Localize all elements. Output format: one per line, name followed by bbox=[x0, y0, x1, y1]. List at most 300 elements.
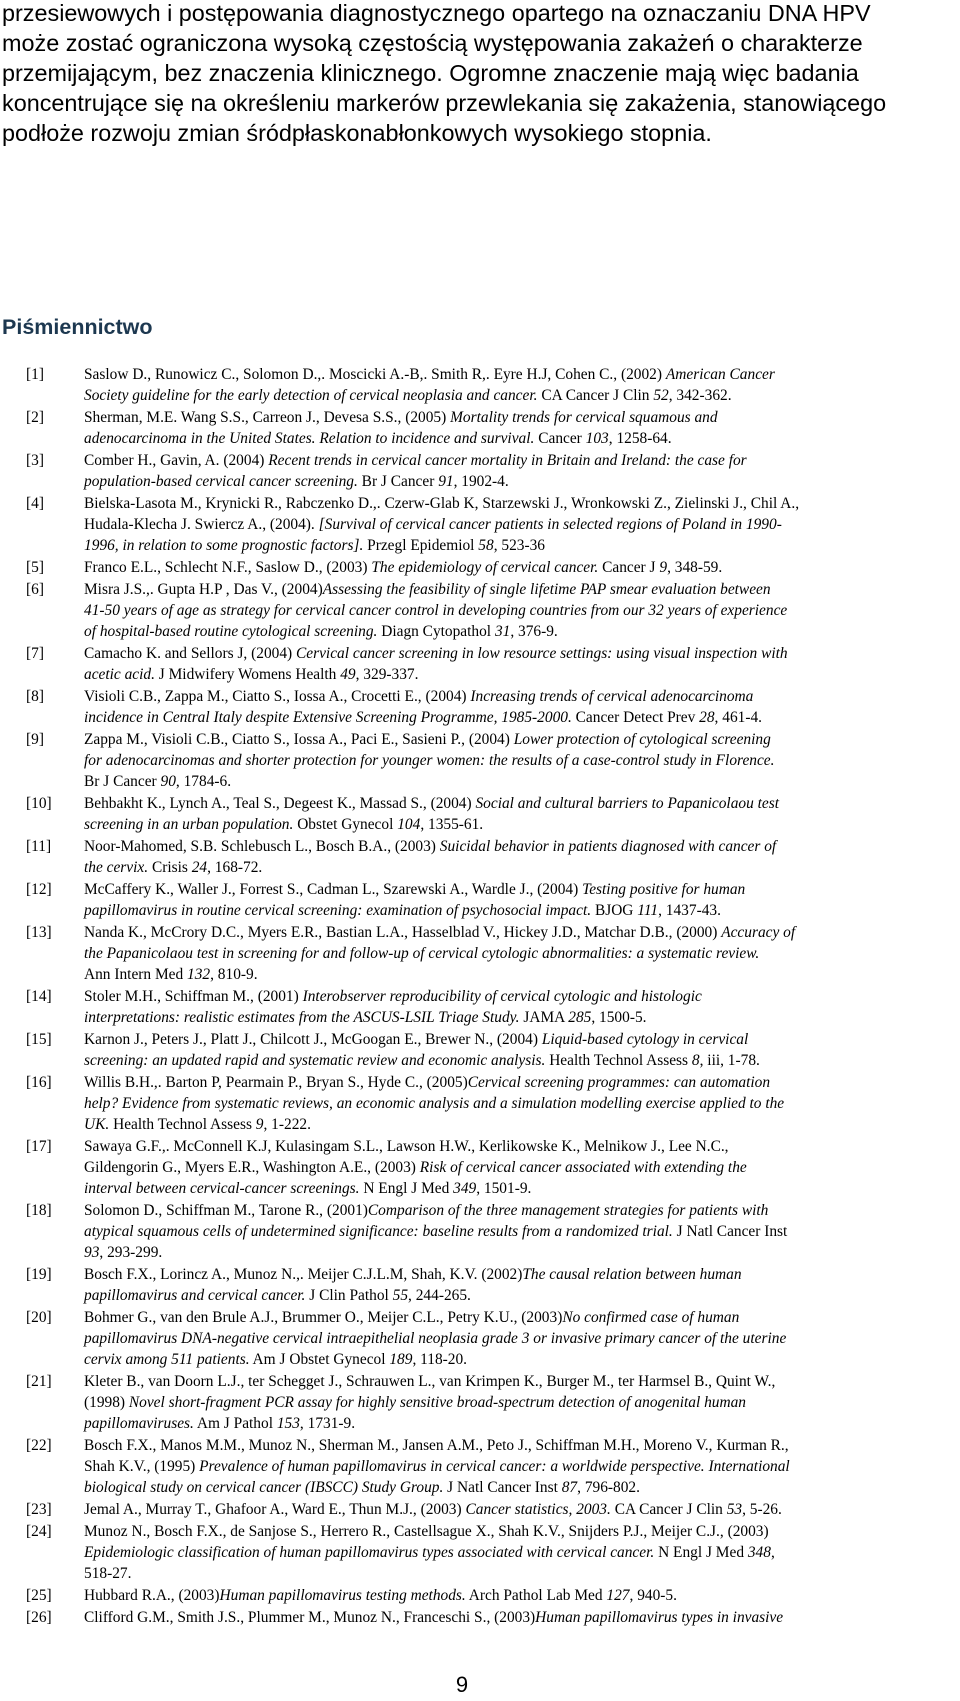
reference-number: [21] bbox=[26, 1373, 52, 1390]
reference-text bbox=[84, 1200, 940, 1263]
reference-line bbox=[84, 1392, 940, 1413]
reference-item bbox=[0, 1136, 960, 1199]
reference-title-segment: Accuracy of bbox=[721, 924, 796, 941]
reference-line bbox=[84, 1328, 940, 1349]
reference-title-segment: the cervix. bbox=[84, 859, 149, 876]
reference-text bbox=[84, 579, 940, 642]
reference-title-segment: interpretations: realistic estimates from the ASCUS-LSIL Triage Study. bbox=[84, 1009, 520, 1026]
reference-title-segment: 103 bbox=[585, 430, 609, 447]
reference-segment: Karnon J., Peters J., Platt J., Chilcott J., McGoogan E., Brewer N., (2004) bbox=[84, 1031, 542, 1048]
reference-segment: , 244-265. bbox=[408, 1287, 471, 1304]
reference-title-segment: interval between cervical-cancer screenings. bbox=[84, 1180, 360, 1197]
reference-number: [11] bbox=[26, 838, 52, 855]
reference-title-segment: No confirmed case of human bbox=[562, 1309, 740, 1326]
reference-segment: , 796-802. bbox=[577, 1479, 640, 1496]
reference-segment: Misra J.S.,. Gupta H.P , Das V., (2004) bbox=[84, 581, 323, 598]
reference-segment: , 523-36 bbox=[493, 537, 545, 554]
reference-item bbox=[0, 879, 960, 921]
reference-item bbox=[0, 557, 960, 578]
reference-item bbox=[0, 1029, 960, 1071]
reference-title-segment: 104 bbox=[397, 816, 421, 833]
reference-line bbox=[84, 1157, 940, 1178]
reference-title-segment: Suicidal behavior in patients diagnosed with cancer of bbox=[439, 838, 777, 855]
reference-segment: , 810-9. bbox=[210, 966, 258, 983]
reference-text bbox=[84, 1499, 940, 1520]
reference-item bbox=[0, 836, 960, 878]
reference-segment: Shah K.V., (1995) bbox=[84, 1458, 200, 1475]
reference-title-segment: 285 bbox=[568, 1009, 592, 1026]
reference-segment: , 118-20. bbox=[412, 1351, 468, 1368]
reference-line bbox=[84, 922, 940, 943]
reference-text bbox=[84, 986, 940, 1028]
reference-title-segment: Recent trends in cervical cancer mortality in Britain and Ireland: the case for bbox=[268, 452, 747, 469]
reference-line bbox=[84, 1435, 940, 1456]
reference-title-segment: 8 bbox=[691, 1052, 700, 1069]
reference-segment: Am J Obstet Gynecol bbox=[249, 1351, 390, 1368]
reference-title-segment: 52 bbox=[653, 387, 669, 404]
reference-title-segment: 153 bbox=[276, 1415, 300, 1432]
reference-item bbox=[0, 686, 960, 728]
reference-line bbox=[84, 1007, 940, 1028]
reference-line bbox=[84, 471, 940, 492]
reference-title-segment: screening: an updated rapid and systematic review and economic analysis. bbox=[84, 1052, 546, 1069]
reference-line bbox=[84, 729, 940, 750]
reference-line bbox=[84, 1413, 940, 1434]
reference-number: [6] bbox=[26, 581, 44, 598]
reference-segment: , 5-26. bbox=[742, 1501, 782, 1518]
reference-line bbox=[84, 1285, 940, 1306]
reference-line bbox=[84, 450, 940, 471]
reference-line bbox=[84, 621, 940, 642]
reference-segment: Crisis bbox=[148, 859, 192, 876]
reference-text bbox=[84, 1264, 940, 1306]
reference-item bbox=[0, 1264, 960, 1306]
reference-title-segment: 28 bbox=[699, 709, 715, 726]
reference-line bbox=[84, 686, 940, 707]
reference-segment: , 940-5. bbox=[629, 1587, 677, 1604]
reference-title-segment: Human papillomavirus types in invasive bbox=[535, 1609, 784, 1626]
reference-number: [23] bbox=[26, 1501, 52, 1518]
reference-text bbox=[84, 879, 940, 921]
reference-text bbox=[84, 493, 940, 556]
reference-segment: JAMA bbox=[519, 1009, 569, 1026]
reference-number: [24] bbox=[26, 1523, 52, 1540]
intro-line: przemijającym, bez znaczenia klinicznego. Ogromne znaczenie mają więc badania bbox=[2, 60, 859, 86]
reference-line bbox=[84, 428, 940, 449]
reference-title-segment: The causal relation between human bbox=[522, 1266, 742, 1283]
reference-segment: Bosch F.X., Manos M.M., Munoz N., Sherman M., Jansen A.M., Peto J., Schiffman M.H., Moreno V., Kurman R., bbox=[84, 1437, 789, 1454]
reference-title-segment: 41-50 years of age as strategy for cervical cancer control in developing countries from our 32 years of experience bbox=[84, 602, 788, 619]
reference-line bbox=[84, 557, 940, 578]
reference-line bbox=[84, 579, 940, 600]
reference-item bbox=[0, 1585, 960, 1606]
reference-title-segment: biological study on cervical cancer (IBSCC) Study Group. bbox=[84, 1479, 444, 1496]
intro-line: przesiewowych i postępowania diagnostycznego opartego na oznaczaniu DNA HPV bbox=[2, 0, 871, 26]
intro-paragraph bbox=[2, 0, 952, 148]
reference-line bbox=[84, 943, 940, 964]
reference-text bbox=[84, 922, 940, 985]
reference-title-segment: of hospital-based routine cytological screening. bbox=[84, 623, 378, 640]
reference-title-segment: 1996, in relation to some prognostic factors]. bbox=[84, 537, 364, 554]
reference-title-segment: Society guideline for the early detection of cervical neoplasia and cancer. bbox=[84, 387, 538, 404]
reference-line bbox=[84, 793, 940, 814]
reference-segment: , 1355-61. bbox=[420, 816, 484, 833]
reference-segment: Health Technol Assess bbox=[109, 1116, 256, 1133]
reference-item bbox=[0, 986, 960, 1028]
reference-title-segment: 111 bbox=[637, 902, 659, 919]
section-heading: Piśmiennictwo bbox=[2, 315, 153, 339]
reference-number: [8] bbox=[26, 688, 44, 705]
reference-segment: Willis B.H.,. Barton P, Pearmain P., Bryan S., Hyde C., (2005) bbox=[84, 1074, 468, 1091]
reference-number: [19] bbox=[26, 1266, 52, 1283]
reference-title-segment: Cervical cancer screening in low resource settings: using visual inspection with bbox=[296, 645, 788, 662]
reference-line bbox=[84, 814, 940, 835]
reference-item bbox=[0, 1072, 960, 1135]
reference-segment: 518-27. bbox=[84, 1565, 132, 1582]
reference-item bbox=[0, 922, 960, 985]
reference-title-segment: 55 bbox=[392, 1287, 409, 1304]
reference-line bbox=[84, 1221, 940, 1242]
reference-title-segment: papillomaviruses. bbox=[84, 1415, 194, 1432]
reference-number: [25] bbox=[26, 1587, 52, 1604]
reference-segment: , 1902-4. bbox=[453, 473, 509, 490]
reference-item bbox=[0, 1607, 960, 1628]
reference-item bbox=[0, 364, 960, 406]
reference-item bbox=[0, 1499, 960, 1520]
reference-title-segment: Cervical screening programmes: can automation bbox=[467, 1074, 771, 1091]
reference-title-segment: Mortality trends for cervical squamous and bbox=[450, 409, 718, 426]
reference-title-segment: 132 bbox=[187, 966, 211, 983]
reference-title-segment: 9 bbox=[659, 559, 668, 576]
reference-line bbox=[84, 1521, 940, 1542]
reference-title-segment: screening in an urban population. bbox=[84, 816, 294, 833]
reference-title-segment: 9 bbox=[255, 1116, 264, 1133]
reference-text bbox=[84, 1607, 940, 1628]
reference-text bbox=[84, 1029, 940, 1071]
reference-title-segment: [Survival of cervical cancer patients in selected regions of Poland in 1990- bbox=[318, 516, 782, 533]
reference-title-segment: Novel short-fragment PCR assay for highly sensitive broad-spectrum detection of anogenital human bbox=[128, 1394, 747, 1411]
reference-title-segment: 127 bbox=[606, 1587, 630, 1604]
reference-title-segment: 348 bbox=[747, 1544, 771, 1561]
reference-text bbox=[84, 1585, 940, 1606]
intro-line: może zostać ograniczona wysoką częstością występowania zakażeń o charakterze bbox=[2, 30, 863, 56]
reference-segment: , 1784-6. bbox=[175, 773, 232, 790]
reference-segment: Munoz N., Bosch F.X., de Sanjose S., Herrero R., Castellsague X., Shah K.V., Snijders P.J., Meijer C.J., (2003) bbox=[84, 1523, 769, 1540]
reference-title-segment: Increasing trends of cervical adenocarcinoma bbox=[470, 688, 754, 705]
reference-line bbox=[84, 1114, 940, 1135]
reference-segment: CA Cancer J Clin bbox=[610, 1501, 727, 1518]
reference-title-segment: 91 bbox=[438, 473, 454, 490]
reference-segment: , 1-222. bbox=[263, 1116, 311, 1133]
reference-segment: Cancer bbox=[534, 430, 586, 447]
reference-title-segment: papillomavirus and cervical cancer. bbox=[84, 1287, 306, 1304]
reference-segment: N Engl J Med bbox=[654, 1544, 748, 1561]
reference-number: [13] bbox=[26, 924, 52, 941]
reference-segment: Br J Cancer bbox=[357, 473, 439, 490]
reference-item bbox=[0, 1371, 960, 1434]
reference-text bbox=[84, 1072, 940, 1135]
reference-title-segment: adenocarcinoma in the United States. Relation to incidence and survival. bbox=[84, 430, 535, 447]
reference-segment: Behbakht K., Lynch A., Teal S., Degeest K., Massad S., (2004) bbox=[84, 795, 476, 812]
reference-segment: (1998) bbox=[84, 1394, 129, 1411]
reference-title-segment: Prevalence of human papillomavirus in cervical cancer: a worldwide perspective. International bbox=[199, 1458, 790, 1475]
reference-title-segment: help? Evidence from systematic reviews, an economic analysis and a simulation modelling exercise applied to the bbox=[84, 1095, 785, 1112]
reference-title-segment: 93 bbox=[84, 1244, 100, 1261]
reference-line bbox=[84, 385, 940, 406]
reference-text bbox=[84, 836, 940, 878]
reference-number: [7] bbox=[26, 645, 44, 662]
reference-text bbox=[84, 557, 940, 578]
reference-segment: Clifford G.M., Smith J.S., Plummer M., Munoz N., Franceschi S., (2003) bbox=[84, 1609, 536, 1626]
reference-title-segment: Lower protection of cytological screening bbox=[513, 731, 771, 748]
reference-segment: , 168-72. bbox=[207, 859, 263, 876]
reference-segment: , 376-9. bbox=[510, 623, 558, 640]
reference-segment: McCaffery K., Waller J., Forrest S., Cadman L., Szarewski A., Wardle J., (2004) bbox=[84, 881, 583, 898]
reference-segment: Arch Pathol Lab Med bbox=[465, 1587, 607, 1604]
reference-segment: , bbox=[770, 1544, 775, 1561]
reference-line bbox=[84, 1563, 940, 1584]
reference-item bbox=[0, 579, 960, 642]
reference-title-segment: Cancer statistics, 2003. bbox=[465, 1501, 611, 1518]
reference-segment: Comber H., Gavin, A. (2004) bbox=[84, 452, 269, 469]
reference-title-segment: acetic acid. bbox=[84, 666, 155, 683]
reference-number: [18] bbox=[26, 1202, 52, 1219]
reference-item bbox=[0, 407, 960, 449]
reference-title-segment: Comparison of the three management strategies for patients with bbox=[367, 1202, 769, 1219]
reference-segment: , 1437-43. bbox=[658, 902, 721, 919]
reference-segment: Nanda K., McCrory D.C., Myers E.R., Bastian L.A., Hasselblad V., Hickey J.D., Matchar D.B., (2000) bbox=[84, 924, 722, 941]
reference-title-segment: Risk of cervical cancer associated with extending the bbox=[419, 1159, 747, 1176]
reference-segment: Stoler M.H., Schiffman M., (2001) bbox=[84, 988, 303, 1005]
reference-item bbox=[0, 643, 960, 685]
reference-line bbox=[84, 1477, 940, 1498]
reference-number: [26] bbox=[26, 1609, 52, 1626]
reference-text bbox=[84, 729, 940, 792]
reference-line bbox=[84, 1371, 940, 1392]
reference-segment: , 293-299. bbox=[99, 1244, 163, 1261]
reference-segment: Hubbard R.A., (2003) bbox=[84, 1587, 220, 1604]
reference-title-segment: The epidemiology of cervical cancer. bbox=[371, 559, 599, 576]
reference-segment: CA Cancer J Clin bbox=[537, 387, 654, 404]
reference-line bbox=[84, 407, 940, 428]
reference-segment: , 348-59. bbox=[667, 559, 723, 576]
reference-line bbox=[84, 900, 940, 921]
reference-text bbox=[84, 407, 940, 449]
reference-text bbox=[84, 1136, 940, 1199]
reference-title-segment: Human papillomavirus testing methods. bbox=[219, 1587, 466, 1604]
reference-title-segment: 90 bbox=[160, 773, 176, 790]
reference-segment: Br J Cancer bbox=[84, 773, 161, 790]
reference-segment: J Clin Pathol bbox=[305, 1287, 393, 1304]
reference-segment: Cancer Detect Prev bbox=[571, 709, 700, 726]
reference-segment: Am J Pathol bbox=[193, 1415, 277, 1432]
reference-title-segment: the Papanicolaou test in screening for and follow-up of cervical cytologic abnormalities: a systematic review. bbox=[84, 945, 760, 962]
reference-line bbox=[84, 879, 940, 900]
reference-number: [14] bbox=[26, 988, 52, 1005]
reference-title-segment: incidence in Central Italy despite Extensive Screening Programme, 1985-2000. bbox=[84, 709, 572, 726]
reference-text bbox=[84, 686, 940, 728]
reference-segment: J Midwifery Womens Health bbox=[154, 666, 341, 683]
reference-title-segment: cervix among 511 patients. bbox=[84, 1351, 250, 1368]
reference-line bbox=[84, 1242, 940, 1263]
reference-line bbox=[84, 535, 940, 556]
reference-title-segment: 53 bbox=[726, 1501, 743, 1518]
reference-item bbox=[0, 450, 960, 492]
reference-line bbox=[84, 493, 940, 514]
reference-segment: , 1258-64. bbox=[608, 430, 672, 447]
reference-title-segment: 58 bbox=[478, 537, 494, 554]
reference-segment: Diagn Cytopathol bbox=[377, 623, 495, 640]
reference-title-segment: Interobserver reproducibility of cervical cytologic and histologic bbox=[302, 988, 702, 1005]
reference-segment: , 329-337. bbox=[355, 666, 419, 683]
reference-segment: Kleter B., van Doorn L.J., ter Schegget J., Schrauwen L., van Krimpen K., Burger M., ter Harmsel B., Quint W., bbox=[84, 1373, 776, 1390]
reference-segment: Bosch F.X., Lorincz A., Munoz N.,. Meijer C.J.L.M, Shah, K.V. (2002) bbox=[84, 1266, 523, 1283]
reference-line bbox=[84, 1499, 940, 1520]
reference-line bbox=[84, 1136, 940, 1157]
reference-text bbox=[84, 450, 940, 492]
reference-number: [17] bbox=[26, 1138, 52, 1155]
reference-segment: , 1500-5. bbox=[591, 1009, 647, 1026]
reference-list bbox=[0, 364, 960, 1629]
reference-line bbox=[84, 643, 940, 664]
reference-segment: Saslow D., Runowicz C., Solomon D.,. Moscicki A.-B,. Smith R,. Eyre H.J, Cohen C., (2002) bbox=[84, 366, 666, 383]
reference-line bbox=[84, 771, 940, 792]
reference-segment: J Natl Cancer Inst bbox=[443, 1479, 562, 1496]
reference-line bbox=[84, 1072, 940, 1093]
reference-title-segment: 31 bbox=[494, 623, 511, 640]
reference-number: [15] bbox=[26, 1031, 52, 1048]
reference-segment: Cancer J bbox=[598, 559, 660, 576]
reference-title-segment: population-based cervical cancer screening. bbox=[84, 473, 358, 490]
reference-segment: Camacho K. and Sellors J, (2004) bbox=[84, 645, 297, 662]
reference-text bbox=[84, 1521, 940, 1584]
reference-item bbox=[0, 1521, 960, 1584]
reference-text bbox=[84, 364, 940, 406]
reference-title-segment: Assessing the feasibility of single lifetime PAP smear evaluation between bbox=[322, 581, 771, 598]
reference-segment: Noor-Mahomed, S.B. Schlebusch L., Bosch B.A., (2003) bbox=[84, 838, 440, 855]
reference-title-segment: atypical squamous cells of undetermined significance: baseline results from a randomized trial. bbox=[84, 1223, 673, 1240]
reference-text bbox=[84, 643, 940, 685]
reference-item bbox=[0, 493, 960, 556]
reference-number: [2] bbox=[26, 409, 44, 426]
reference-line bbox=[84, 750, 940, 771]
reference-item bbox=[0, 793, 960, 835]
page-number: 9 bbox=[455, 1672, 469, 1697]
reference-line bbox=[84, 364, 940, 385]
reference-item bbox=[0, 1307, 960, 1370]
reference-segment: Franco E.L., Schlecht N.F., Saslow D., (2003) bbox=[84, 559, 372, 576]
reference-title-segment: 24 bbox=[191, 859, 208, 876]
reference-line bbox=[84, 857, 940, 878]
reference-title-segment: 349 bbox=[453, 1180, 477, 1197]
reference-segment: Obstet Gynecol bbox=[293, 816, 398, 833]
reference-line bbox=[84, 1093, 940, 1114]
reference-number: [1] bbox=[26, 366, 44, 383]
reference-segment: , 1501-9. bbox=[476, 1180, 532, 1197]
reference-line bbox=[84, 1264, 940, 1285]
reference-line bbox=[84, 1050, 940, 1071]
reference-number: [10] bbox=[26, 795, 52, 812]
reference-line bbox=[84, 1200, 940, 1221]
reference-segment: , 1731-9. bbox=[299, 1415, 356, 1432]
reference-segment: Sherman, M.E. Wang S.S., Carreon J., Devesa S.S., (2005) bbox=[84, 409, 451, 426]
reference-segment: Ann Intern Med bbox=[84, 966, 188, 983]
reference-title-segment: Testing positive for human bbox=[582, 881, 746, 898]
reference-title-segment: UK. bbox=[84, 1116, 110, 1133]
reference-title-segment: American Cancer bbox=[665, 366, 775, 383]
reference-line bbox=[84, 1585, 940, 1606]
reference-title-segment: 189 bbox=[389, 1351, 413, 1368]
reference-text bbox=[84, 1435, 940, 1498]
reference-line bbox=[84, 986, 940, 1007]
reference-title-segment: papillomavirus DNA-negative cervical intraepithelial neoplasia grade 3 or invasive primary cancer of the uterine bbox=[84, 1330, 787, 1347]
reference-number: [12] bbox=[26, 881, 52, 898]
reference-line bbox=[84, 664, 940, 685]
reference-number: [16] bbox=[26, 1074, 52, 1091]
reference-segment: N Engl J Med bbox=[359, 1180, 454, 1197]
reference-segment: BJOG bbox=[591, 902, 638, 919]
reference-segment: , 342-362. bbox=[668, 387, 732, 404]
reference-item bbox=[0, 729, 960, 792]
reference-segment: Gildengorin G., Myers E.R., Washington A.E., (2003) bbox=[84, 1159, 420, 1176]
reference-segment: Jemal A., Murray T., Ghafoor A., Ward E., Thun M.J., (2003) bbox=[84, 1501, 466, 1518]
reference-item bbox=[0, 1200, 960, 1263]
reference-number: [3] bbox=[26, 452, 44, 469]
intro-line: koncentrujące się na określeniu markerów przewlekania się zakażenia, stanowiącego bbox=[2, 90, 887, 116]
reference-line bbox=[84, 514, 940, 535]
reference-title-segment: for adenocarcinomas and shorter protection for younger women: the results of a case-control study in Florence. bbox=[84, 752, 775, 769]
reference-segment: Zappa M., Visioli C.B., Ciatto S., Iossa A., Paci E., Sasieni P., (2004) bbox=[84, 731, 514, 748]
reference-segment: , iii, 1-78. bbox=[699, 1052, 760, 1069]
reference-number: [4] bbox=[26, 495, 44, 512]
reference-segment: Health Technol Assess bbox=[545, 1052, 692, 1069]
reference-line bbox=[84, 600, 940, 621]
reference-line bbox=[84, 964, 940, 985]
reference-line bbox=[84, 1029, 940, 1050]
reference-segment: Solomon D., Schiffman M., Tarone R., (2001) bbox=[84, 1202, 368, 1219]
reference-item bbox=[0, 1435, 960, 1498]
reference-number: [9] bbox=[26, 731, 44, 748]
reference-segment: Bohmer G., van den Brule A.J., Brummer O., Meijer C.L., Petry K.U., (2003) bbox=[84, 1309, 563, 1326]
reference-title-segment: Social and cultural barriers to Papanicolaou test bbox=[475, 795, 780, 812]
reference-segment: Hudala-Klecha J. Swiercz A., (2004). bbox=[84, 516, 319, 533]
reference-line bbox=[84, 1307, 940, 1328]
reference-segment: Visioli C.B., Zappa M., Ciatto S., Iossa A., Crocetti E., (2004) bbox=[84, 688, 471, 705]
reference-title-segment: Liquid-based cytology in cervical bbox=[541, 1031, 749, 1048]
reference-number: [22] bbox=[26, 1437, 52, 1454]
reference-line bbox=[84, 1456, 940, 1477]
reference-number: [20] bbox=[26, 1309, 52, 1326]
reference-title-segment: 49 bbox=[340, 666, 356, 683]
reference-title-segment: Epidemiologic classification of human papillomavirus types associated with cervical cancer. bbox=[84, 1544, 655, 1561]
reference-title-segment: papillomavirus in routine cervical screening: examination of psychosocial impact. bbox=[84, 902, 592, 919]
reference-line bbox=[84, 1607, 940, 1628]
reference-segment: Bielska-Lasota M., Krynicki R., Rabczenko D.,. Czerw-Glab K, Starzewski J., Wronkowski Z., Zielinski J., Chil A., bbox=[84, 495, 800, 512]
intro-line: podłoże rozwoju zmian śródpłaskonabłonkowych wysokiego stopnia. bbox=[2, 120, 712, 146]
reference-segment: Przegl Epidemiol bbox=[363, 537, 479, 554]
reference-line bbox=[84, 707, 940, 728]
reference-title-segment: 87 bbox=[561, 1479, 578, 1496]
reference-segment: Sawaya G.F.,. McConnell K.J, Kulasingam S.L., Lawson H.W., Kerlikowske K., Melnikow J., Lee N.C., bbox=[84, 1138, 729, 1155]
reference-segment: J Natl Cancer Inst bbox=[672, 1223, 788, 1240]
reference-line bbox=[84, 1178, 940, 1199]
reference-segment: , 461-4. bbox=[714, 709, 762, 726]
reference-text bbox=[84, 1307, 940, 1370]
reference-line bbox=[84, 1542, 940, 1563]
reference-text bbox=[84, 793, 940, 835]
reference-number: [5] bbox=[26, 559, 44, 576]
reference-line bbox=[84, 1349, 940, 1370]
